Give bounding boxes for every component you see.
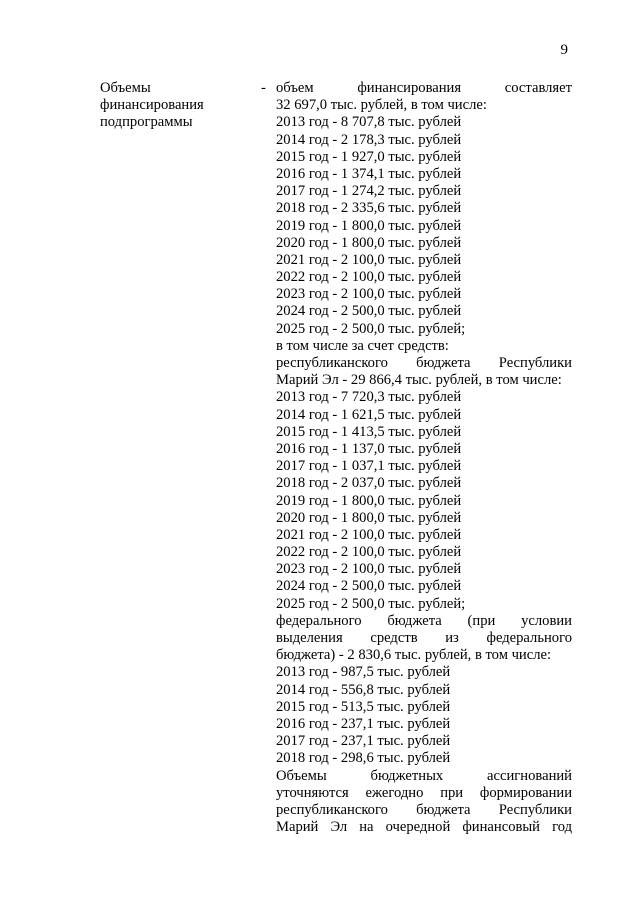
republic-year-line: 2025 год - 2 500,0 тыс. рублей; bbox=[276, 595, 466, 612]
federal-year-line: 2013 год - 987,5 тыс. рублей bbox=[276, 664, 451, 681]
republic-year-line: 2021 год - 2 100,0 тыс. рублей bbox=[276, 526, 462, 543]
total-year-line: 2014 год - 2 178,3 тыс. рублей bbox=[276, 131, 462, 148]
total-year-line: 2015 год - 1 927,0 тыс. рублей bbox=[276, 148, 462, 165]
total-year-line: 2022 год - 2 100,0 тыс. рублей bbox=[276, 269, 462, 286]
federal-year-line: 2017 год - 237,1 тыс. рублей bbox=[276, 733, 451, 750]
republic-year-line: 2014 год - 1 621,5 тыс. рублей bbox=[276, 406, 462, 423]
note-line: республиканского бюджета Республики bbox=[276, 801, 572, 818]
note-line: уточняются ежегодно при формировании bbox=[276, 784, 572, 801]
section-label-line: Объемы bbox=[100, 80, 151, 96]
total-year-line: 2025 год - 2 500,0 тыс. рублей; bbox=[276, 320, 466, 337]
republic-year-line: 2019 год - 1 800,0 тыс. рублей bbox=[276, 492, 462, 509]
section-label bbox=[100, 80, 240, 132]
republic-intro-line: республиканского бюджета Республики bbox=[276, 355, 572, 371]
republic-year-line: 2024 год - 2 500,0 тыс. рублей bbox=[276, 578, 462, 595]
republic-intro-line: Марий Эл - 29 866,4 тыс. рублей, в том числе: bbox=[276, 372, 562, 389]
sources-intro: в том числе за счет средств: bbox=[276, 337, 449, 354]
republic-year-line: 2023 год - 2 100,0 тыс. рублей bbox=[276, 561, 462, 578]
federal-intro-line: бюджета) - 2 830,6 тыс. рублей, в том числе: bbox=[276, 647, 552, 664]
total-year-line: 2013 год - 8 707,8 тыс. рублей bbox=[276, 114, 462, 131]
total-years-list bbox=[276, 114, 572, 337]
republic-year-line: 2015 год - 1 413,5 тыс. рублей bbox=[276, 423, 462, 440]
federal-years-list bbox=[276, 664, 572, 767]
page-number: 9 bbox=[560, 42, 568, 58]
republic-year-line: 2013 год - 7 720,3 тыс. рублей bbox=[276, 389, 462, 406]
republic-year-line: 2016 год - 1 137,0 тыс. рублей bbox=[276, 440, 462, 457]
federal-year-line: 2015 год - 513,5 тыс. рублей bbox=[276, 698, 451, 715]
note-line: Объемы бюджетных ассигнований bbox=[276, 767, 572, 784]
section-label-line: финансирования bbox=[100, 97, 204, 114]
financing-content bbox=[276, 80, 572, 836]
total-intro-line: объем финансирования составляет bbox=[276, 80, 572, 96]
section-label-line: подпрограммы bbox=[100, 114, 193, 131]
republic-year-line: 2017 год - 1 037,1 тыс. рублей bbox=[276, 458, 462, 475]
republic-year-line: 2018 год - 2 037,0 тыс. рублей bbox=[276, 475, 462, 492]
note-line: Марий Эл на очередной финансовый год bbox=[276, 819, 572, 836]
federal-year-line: 2014 год - 556,8 тыс. рублей bbox=[276, 681, 451, 698]
federal-year-line: 2016 год - 237,1 тыс. рублей bbox=[276, 715, 451, 732]
total-year-line: 2023 год - 2 100,0 тыс. рублей bbox=[276, 286, 462, 303]
total-year-line: 2017 год - 1 274,2 тыс. рублей bbox=[276, 183, 462, 200]
total-year-line: 2019 год - 1 800,0 тыс. рублей bbox=[276, 217, 462, 234]
federal-intro-line: федерального бюджета (при условии bbox=[276, 612, 572, 629]
federal-year-line: 2018 год - 298,6 тыс. рублей bbox=[276, 750, 451, 767]
republic-year-line: 2020 год - 1 800,0 тыс. рублей bbox=[276, 509, 462, 526]
total-year-line: 2016 год - 1 374,1 тыс. рублей bbox=[276, 165, 462, 182]
republic-years-list bbox=[276, 389, 572, 612]
dash-marker: - bbox=[261, 80, 266, 96]
total-year-line: 2021 год - 2 100,0 тыс. рублей bbox=[276, 251, 462, 268]
total-year-line: 2020 год - 1 800,0 тыс. рублей bbox=[276, 234, 462, 251]
total-year-line: 2024 год - 2 500,0 тыс. рублей bbox=[276, 303, 462, 320]
republic-year-line: 2022 год - 2 100,0 тыс. рублей bbox=[276, 544, 462, 561]
total-intro-line: 32 697,0 тыс. рублей, в том числе: bbox=[276, 97, 487, 114]
federal-intro-line: выделения средств из федерального bbox=[276, 630, 572, 646]
total-year-line: 2018 год - 2 335,6 тыс. рублей bbox=[276, 200, 462, 217]
